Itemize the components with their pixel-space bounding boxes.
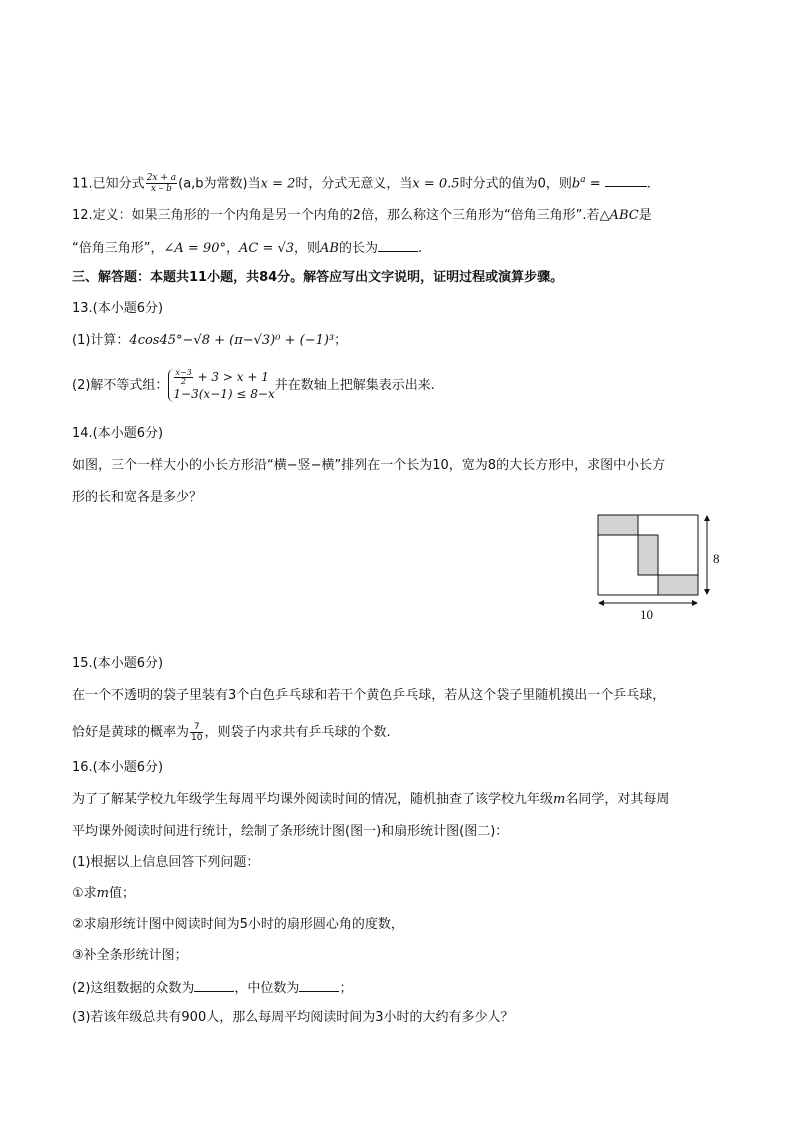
q13-part2 (72, 366, 734, 406)
q16-s1-end: 值； (108, 886, 135, 901)
q12-line1-end: 是 (638, 208, 652, 223)
q13-inequality-system (168, 369, 274, 402)
q15-frac-den: 10 (191, 733, 203, 743)
q11-paren-note: (a,b为常数)当 (178, 176, 261, 192)
q11-prefix: 11.已知分式 (72, 176, 145, 192)
q13-p2-label: (2)解不等式组： (72, 378, 169, 393)
q11-expr-base: b (571, 176, 581, 192)
q14-line1: 如图，三个一样大小的小长方形沿“横−竖−横”排列在一个长为10，宽为8的大长方形中，求图中小长方 (72, 458, 666, 473)
q12-answer-blank[interactable] (378, 237, 418, 252)
q12-dot: . (418, 241, 423, 256)
q16-part1: (1)根据以上信息回答下列问题： (72, 855, 260, 870)
q11-mid2: 时分式的值为0，则 (459, 176, 572, 192)
q13-p1-end: ； (334, 333, 348, 348)
q15-frac-num: 7 (190, 722, 203, 733)
q11-expr-eq: = (585, 176, 605, 192)
q16-sub1 (72, 884, 734, 904)
q13-row1-frac-num: x−3 (175, 368, 192, 377)
q11-cond1: x = 2 (260, 176, 296, 192)
q16-sub2: ②求扇形统计图中阅读时间为5小时的扇形圆心角的度数， (72, 917, 404, 932)
q16-part2 (72, 977, 734, 999)
q12-sep: ， (225, 241, 239, 256)
q13-part1 (72, 331, 734, 351)
q12-angle: ∠A = 90° (163, 241, 226, 256)
q16-line1 (72, 790, 734, 810)
q15-header: 15.(本小题6分) (72, 656, 164, 671)
q11-fraction (146, 173, 177, 194)
q11-end: . (646, 176, 651, 192)
q14-line2: 形的长和宽各是多少？ (72, 490, 203, 505)
q12-triangle: △ABC (599, 208, 639, 223)
height-arrow-bottom (704, 589, 710, 595)
q13-p1-expr: 4cos45°−√8 + (π−√3)⁰ + (−1)³ (129, 333, 335, 348)
q11-frac-den: x – b (150, 184, 172, 195)
q16-part3: (3)若该年级总共有900人，那么每周平均阅读时间为3小时的大约有多少人？ (72, 1010, 514, 1025)
small-rect-top (598, 515, 638, 535)
q16-line2: 平均课外阅读时间进行统计，绘制了条形统计图(图一)和扇形统计图(图二)： (72, 824, 509, 839)
q16-line1-prefix: 为了了解某学校九年级学生每周平均课外阅读时间的情况，随机抽查了该学校九年级 (72, 792, 554, 807)
q11-frac-num: 2x + a (146, 173, 177, 184)
q15-line2-end: ，则袋子内求共有乒乓球的个数. (204, 725, 391, 740)
q16-s1-var: m (96, 886, 109, 901)
q15-fraction (190, 722, 203, 743)
small-rect-bottom (658, 575, 698, 595)
q16-p2-b: ，中位数为 (234, 981, 300, 996)
q15-line1: 在一个不透明的袋子里装有3个白色乒乓球和若干个黄色乒乓球，若从这个袋子里随机摸出一个乒乓球， (72, 688, 666, 703)
q13-ineq-row1 (173, 369, 274, 386)
q12-line2-end: 的长为 (339, 241, 379, 256)
q12-ab: AB (320, 241, 339, 256)
q12-line2-a: “倍角三角形”， (72, 241, 164, 256)
q13-ineq-row2: 1−3(x−1) ≤ 8−x (173, 387, 275, 401)
small-rect-middle (638, 535, 658, 575)
q16-var-m: m (553, 792, 566, 807)
width-arrow-right (692, 600, 698, 606)
q12-line1-prefix: 12.定义：如果三角形的一个内角是另一个内角的2倍，那么称这个三角形为“倍角三角形”.若 (72, 208, 600, 223)
q16-p2-a: (2)这组数据的众数为 (72, 981, 195, 996)
q11-mid1: 时，分式无意义，当 (295, 176, 413, 192)
q14-rectangle-figure (590, 508, 730, 628)
q15-line2 (72, 722, 734, 743)
q11-cond2: x = 0.5 (412, 176, 460, 192)
q15-line2-prefix: 恰好是黄球的概率为 (72, 725, 190, 740)
q16-s1-prefix: ①求 (72, 886, 97, 901)
q14-header: 14.(本小题6分) (72, 426, 164, 441)
q13-row1-rest: + 3 > x + 1 (197, 370, 269, 384)
q13-row1-frac-den: 2 (181, 377, 187, 386)
q16-sub3: ③补全条形统计图； (72, 948, 188, 963)
q16-header: 16.(本小题6分) (72, 760, 164, 775)
question-12-line2 (72, 237, 734, 259)
section-3-heading: 三、解答题：本题共11小题，共84分。解答应写出文字说明，证明过程或演算步骤。 (72, 270, 564, 285)
q13-p2-end: 并在数轴上把解集表示出来. (274, 378, 435, 393)
q13-header: 13.(本小题6分) (72, 301, 164, 316)
q16-median-blank[interactable] (299, 977, 339, 992)
q12-mid: ，则 (294, 241, 321, 256)
width-label: 10 (640, 607, 653, 622)
q11-answer-blank[interactable] (605, 172, 647, 187)
q12-ac: AC = √3 (238, 241, 295, 256)
q11-expr-exp: a (580, 175, 586, 185)
q13-p1-label: (1)计算： (72, 333, 130, 348)
question-11 (72, 170, 734, 194)
q16-line1-end: 名同学，对其每周 (565, 792, 670, 807)
question-12-line1 (72, 206, 734, 226)
q16-p2-c: ； (339, 981, 353, 996)
height-label: 8 (713, 551, 720, 566)
height-arrow-top (704, 515, 710, 521)
q16-mode-blank[interactable] (194, 977, 234, 992)
width-arrow-left (598, 600, 604, 606)
